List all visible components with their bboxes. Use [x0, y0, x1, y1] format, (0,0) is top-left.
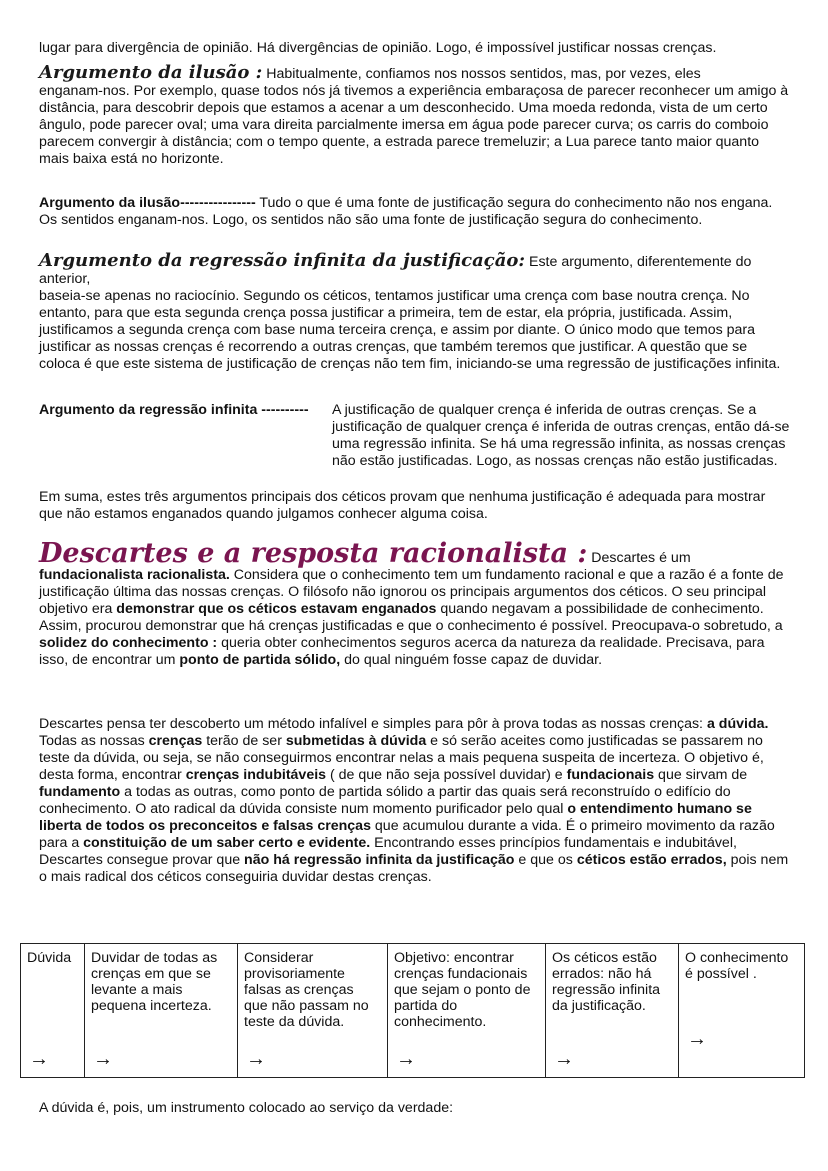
metodo-text-11: pois nem o mais radical dos céticos conseguiria duvidar destas crenças. — [39, 852, 789, 885]
regressao-heading: Argumento da regressão infinita da justificação: — [39, 250, 526, 271]
flow-cell-1 — [21, 944, 85, 1078]
flow-cell-4 — [388, 944, 546, 1078]
metodo-bold-3: submetidas à dúvida — [285, 733, 427, 749]
descartes-bold-2: demonstrar que os céticos estavam enganados — [116, 601, 437, 617]
flow-cell-text: Dúvida — [27, 950, 72, 966]
flow-cell-3 — [238, 944, 388, 1078]
ilusao-first-line: Habitualmente, confiamos nos nossos sentidos, mas, por vezes, eles — [262, 66, 701, 82]
regressao-body: baseia-se apenas no raciocínio. Segundo os céticos, tentamos justificar uma crença com base noutra crença. No entanto, para que esta segunda crença possa justificar a primeira, tem de estar, ela própria, justificada. Assim, justificamos a segunda crença com base numa terceira crença, e assim por diante. O único modo que temos para justificar as nossas crenças é recorrendo a outras crenças, que também teremos que justificar. A questão que se coloca é que este sistema de justificação de crenças não tem fim, iniciando-se uma regressão de justificações infinita. — [39, 288, 781, 372]
metodo-bold-5: fundacionais — [566, 767, 655, 783]
metodo-bold-8: constituição de um saber certo e evidente. — [83, 835, 371, 851]
flow-row — [21, 944, 805, 1078]
regressao-paragraph — [39, 252, 791, 373]
arrow-right-icon: → — [93, 1048, 113, 1070]
ilusao-paragraph — [39, 64, 791, 168]
ilusao-summary-text: Tudo o que é uma fonte de justificação segura do conhecimento não nos engana. Os sentidos enganam-nos. Logo, os sentidos não são uma fonte de justificação segura do conhecimento. — [39, 195, 773, 228]
intro-text: lugar para divergência de opinião. Há divergências de opinião. Logo, é impossível justificar nossas crenças. — [39, 40, 717, 56]
descartes-text-3: quando negavam a possibilidade de conhecimento. Assim, procurou demonstrar que há crenças justificadas e que o conhecimento é possível. Preocupava-o sobretudo, a — [39, 601, 783, 634]
metodo-bold-9: não há regressão infinita da justificação — [244, 852, 515, 868]
metodo-text-7: a todas as outras, como ponto de partida sólido a partir das quais será reconstruído o edifício do conhecimento. O ato radical da dúvida consiste num momento purificador pelo qual — [39, 784, 731, 817]
flow-cell-2 — [85, 944, 238, 1078]
conclusao-paragraph — [39, 489, 791, 523]
ilusao-heading: Argumento da ilusão : — [39, 62, 263, 83]
metodo-text-1: Descartes pensa ter descoberto um método infalível e simples para pôr à prova todas as nossas crenças: — [39, 716, 707, 732]
metodo-text-3: terão de ser — [202, 733, 286, 749]
flow-cell-5 — [546, 944, 679, 1078]
regressao-summary-text: A justificação de qualquer crença é inferida de outras crenças. Se a justificação de qualquer crença é inferida de outras crenças, então dá-se uma regressão infinita. Se há uma regressão infinita, as nossas crenças não estão justificadas. Logo, as nossas crenças não estão justificadas. — [332, 402, 790, 469]
descartes-text-5: do qual ninguém fosse capaz de duvidar. — [340, 652, 603, 668]
metodo-bold-4: crenças indubitáveis — [185, 767, 327, 783]
flow-cell-text: Objetivo: encontrar crenças fundacionais que sejam o ponto de partida do conhecimento. — [394, 950, 531, 1030]
regressao-summary-label-block — [39, 402, 339, 419]
metodo-paragraph — [39, 716, 791, 886]
descartes-bold-4: ponto de partida sólido, — [179, 652, 341, 668]
metodo-text-9: Encontrando esses princípios fundamentais e indubitável, Descartes consegue provar que — [39, 835, 737, 868]
arrow-right-icon: → — [29, 1048, 49, 1070]
descartes-bold-3: solidez do conhecimento : — [39, 635, 218, 651]
arrow-right-icon: → — [687, 1028, 707, 1050]
intro-line — [39, 40, 791, 57]
flow-cell-6 — [679, 944, 805, 1078]
flow-cell-text: Os céticos estão errados: não há regressão infinita da justificação. — [552, 950, 661, 1014]
regressao-summary-block — [332, 402, 792, 470]
metodo-text-4: e só serão aceites como justificadas se passarem no teste da dúvida, ou seja, se não conseguirmos encontrar nelas a mais pequena suspeita de incerteza. O objetivo é, desta forma, encontrar — [39, 733, 764, 783]
metodo-text-8: que acumulou durante a vida. É o primeiro movimento da razão para a — [39, 818, 775, 851]
arrow-right-icon: → — [554, 1048, 574, 1070]
descartes-text-1: Descartes é um — [587, 550, 691, 566]
ilusao-summary — [39, 195, 791, 229]
descartes-paragraph — [39, 538, 791, 669]
flow-cell-text: O conhecimento é possível . — [685, 950, 789, 982]
metodo-text-10: e que os — [514, 852, 577, 868]
regressao-summary-label: Argumento da regressão infinita ---------- — [39, 402, 309, 418]
flow-cell-text: Considerar provisoriamente falsas as crenças que não passam no teste da dúvida. — [244, 950, 369, 1030]
descartes-bold-1: fundacionalista racionalista. — [39, 567, 230, 583]
arrow-right-icon: → — [246, 1048, 266, 1070]
metodo-bold-6: fundamento — [39, 784, 121, 800]
descartes-heading: Descartes e a resposta racionalista : — [39, 538, 588, 569]
arrow-right-icon: → — [396, 1048, 416, 1070]
conclusao-text: Em suma, estes três argumentos principais dos céticos provam que nenhuma justificação é adequada para mostrar que não estamos enganados quando julgamos conhecer alguma coisa. — [39, 489, 766, 522]
metodo-text-5: ( de que não seja possível duvidar) e — [326, 767, 567, 783]
metodo-bold-7: o entendimento humano se liberta de todos os preconceitos e falsas crenças — [39, 801, 752, 834]
ilusao-summary-label: Argumento da ilusão---------------- — [39, 195, 256, 211]
final-text: A dúvida é, pois, um instrumento colocado ao serviço da verdade: — [39, 1100, 454, 1116]
flow-cell-text: Duvidar de todas as crenças em que se levante a mais pequena incerteza. — [91, 950, 218, 1014]
final-line — [39, 1100, 791, 1117]
regressao-first-line: Este argumento, diferentemente do anterior, — [39, 254, 752, 287]
metodo-text-2: Todas as nossas — [39, 733, 149, 749]
metodo-bold-10: céticos estão errados, — [576, 852, 727, 868]
metodo-bold-1: a dúvida. — [706, 716, 769, 732]
descartes-text-4: queria obter conhecimentos seguros acerca da natureza da realidade. Precisava, para isso, de encontrar um — [39, 635, 765, 668]
metodo-bold-2: crenças — [148, 733, 203, 749]
ilusao-body: enganam-nos. Por exemplo, quase todos nós já tivemos a experiência embaraçosa de parecer reconhecer um amigo à distância, para descobrir depois que estamos a acenar a um desconhecido. Uma moeda redonda, vista de um certo ângulo, pode parecer oval; uma vara direita parcialmente imersa em água pode parecer curva; os carris do comboio parecem convergir à distância; com o tempo quente, a estrada parece tremeluzir; a Lua parece tanto maior quanto mais baixa está no horizonte. — [39, 83, 789, 167]
descartes-text-2: Considera que o conhecimento tem um fundamento racional e que a razão é a fonte de justificação última das nossas crenças. O filósofo não ignorou os principais argumentos dos céticos. O seu principal objetivo era — [39, 567, 784, 617]
metodo-text-6: que sirvam de — [654, 767, 748, 783]
flow-table — [20, 943, 805, 1078]
